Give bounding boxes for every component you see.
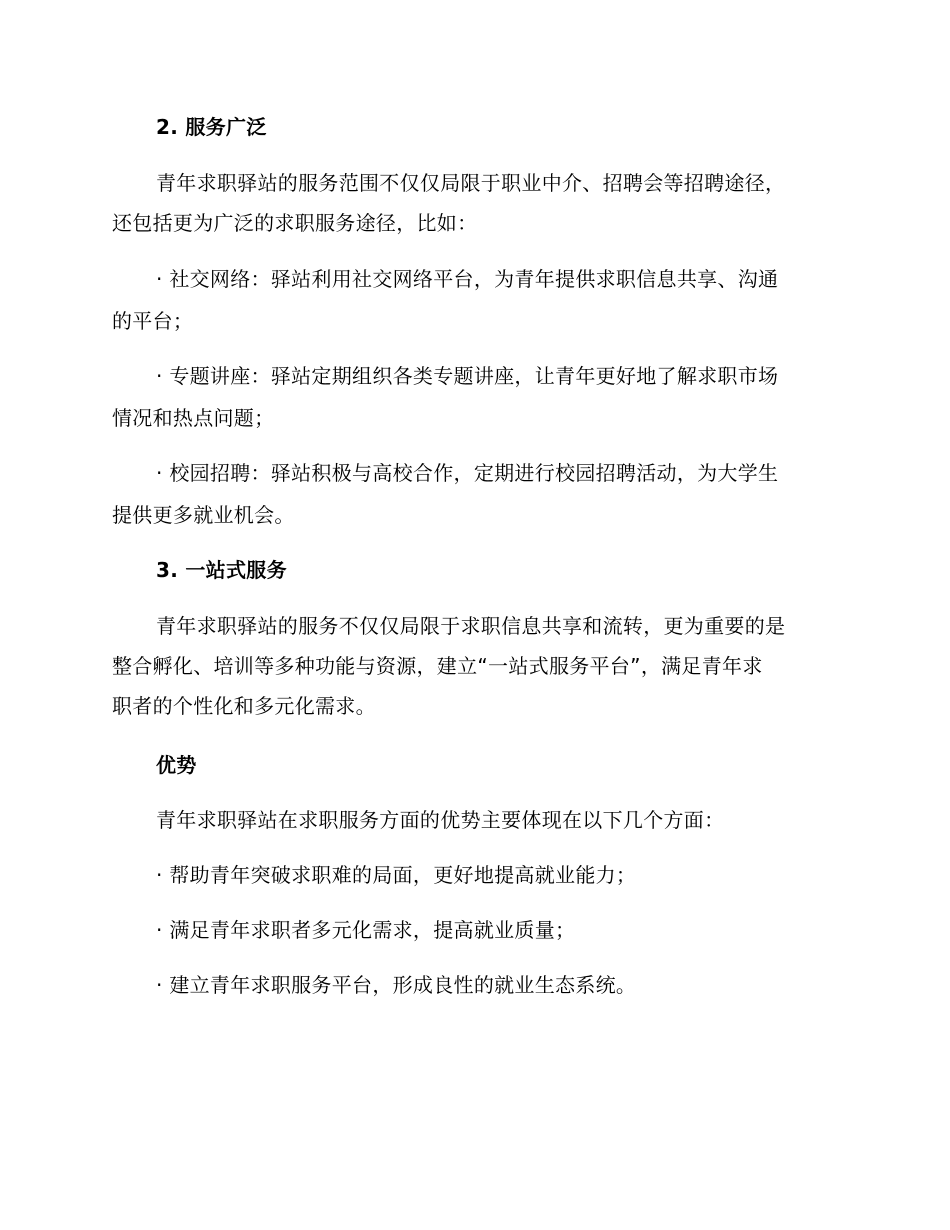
text-line: 提供更多就业机会。 (112, 503, 295, 527)
text-line: 青年求职驿站在求职服务方面的优势主要体现在以下几个方面： (156, 808, 725, 832)
text-line: · 帮助青年突破求职难的局面，更好地提高就业能力； (156, 863, 637, 887)
bullet-item-campus (156, 453, 876, 493)
text-line: · 建立青年求职服务平台，形成良性的就业生态系统。 (156, 973, 637, 997)
text-line: · 校园招聘：驿站积极与高校合作，定期进行校园招聘活动，为大学生 (156, 461, 779, 485)
section-heading-advantages: 优势 (156, 753, 197, 777)
advantage-item (156, 855, 876, 895)
service-scope-intro (112, 163, 832, 243)
text-line: 还包括更为广泛的求职服务途径，比如： (112, 211, 478, 235)
text-line: 青年求职驿站的服务不仅仅局限于求职信息共享和流转，更为重要的是 (156, 614, 786, 638)
text-line: 职者的个性化和多元化需求。 (112, 694, 376, 718)
advantage-item (156, 965, 876, 1005)
text-line: 情况和热点问题； (112, 406, 275, 430)
text-line: 整合孵化、培训等多种功能与资源，建立“一站式服务平台”，满足青年求 (112, 654, 763, 678)
text-line: · 专题讲座：驿站定期组织各类专题讲座，让青年更好地了解求职市场 (156, 364, 779, 388)
section-heading-one-stop: 3. 一站式服务 (156, 558, 287, 582)
bullet-item-social-network (156, 259, 876, 299)
bullet-item-campus-cont (112, 495, 832, 535)
advantages-intro (156, 800, 876, 840)
text-line: · 满足青年求职者多元化需求，提高就业质量； (156, 918, 576, 942)
text-line: · 社交网络：驿站利用社交网络平台，为青年提供求职信息共享、沟通 (156, 267, 779, 291)
bullet-item-social-network-cont (112, 301, 832, 341)
advantage-item (156, 910, 876, 950)
bullet-item-lectures (156, 356, 876, 396)
one-stop-body (112, 606, 832, 726)
section-heading-service-scope: 2. 服务广泛 (156, 115, 267, 139)
bullet-item-lectures-cont (112, 398, 832, 438)
text-line: 青年求职驿站的服务范围不仅仅局限于职业中介、招聘会等招聘途径， (156, 171, 786, 195)
text-line: 的平台； (112, 309, 194, 333)
